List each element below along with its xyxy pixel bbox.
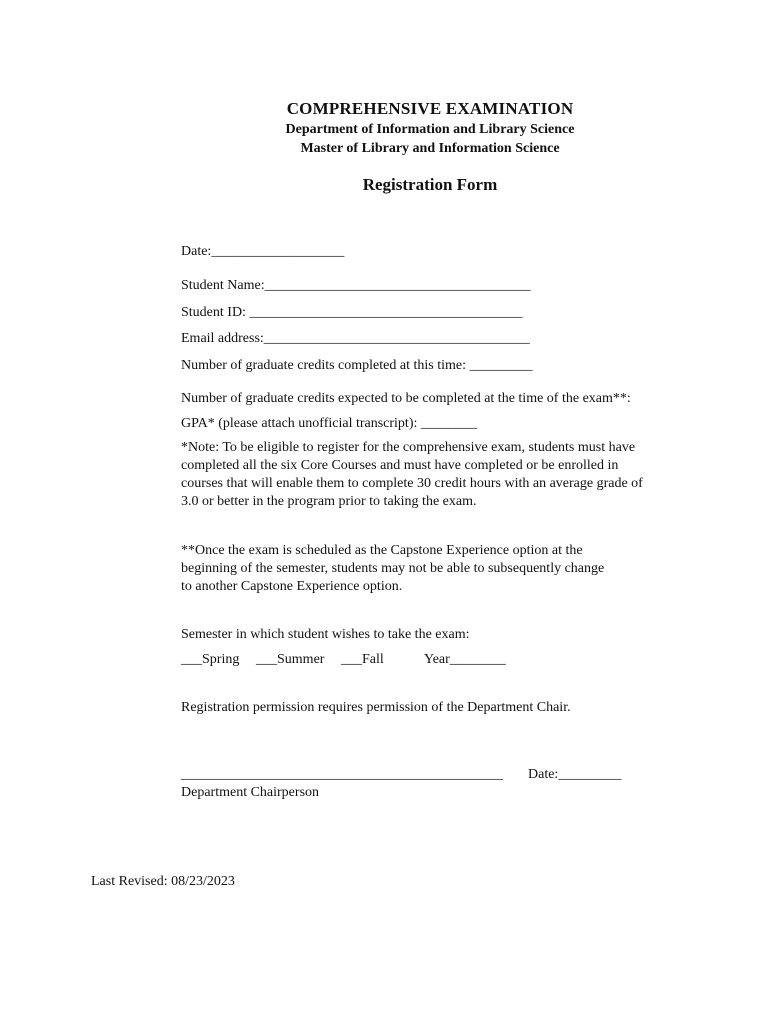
- last-revised: Last Revised: 08/23/2023: [91, 874, 235, 889]
- student-id-field[interactable]: Student ID: _______________________________________: [181, 305, 523, 320]
- capstone-note: [181, 542, 691, 596]
- capstone-note-line: to another Capstone Experience option.: [181, 579, 403, 594]
- credits-expected-field[interactable]: Number of graduate credits expected to be completed at the time of the exam**:: [181, 391, 631, 406]
- semester-year-field[interactable]: Year________: [424, 652, 506, 667]
- form-title: Registration Form: [362, 175, 498, 194]
- email-field[interactable]: Email address:______________________________________: [181, 331, 530, 346]
- capstone-note-line: beginning of the semester, students may not be able to subsequently change: [181, 561, 605, 576]
- student-name-field[interactable]: Student Name:______________________________________: [181, 278, 531, 293]
- signature-label: Department Chairperson: [181, 785, 320, 800]
- date-field[interactable]: Date:___________________: [181, 244, 345, 259]
- credits-completed-field[interactable]: Number of graduate credits completed at this time: _________: [181, 358, 533, 373]
- eligibility-note-line: 3.0 or better in the program prior to taking the exam.: [181, 494, 477, 509]
- exam-title: COMPREHENSIVE EXAMINATION: [286, 99, 574, 118]
- capstone-note-line: **Once the exam is scheduled as the Capstone Experience option at the: [181, 543, 583, 558]
- signature-line[interactable]: ______________________________________________: [181, 767, 503, 782]
- eligibility-note-line: completed all the six Core Courses and must have completed or be enrolled in: [181, 458, 619, 473]
- semester-summer-option[interactable]: ___Summer: [256, 652, 325, 667]
- eligibility-note-line: courses that will enable them to complete 30 credit hours with an average grade of: [181, 476, 643, 491]
- signature-date-field[interactable]: Date:_________: [528, 767, 622, 782]
- gpa-field[interactable]: GPA* (please attach unofficial transcript): ________: [181, 416, 477, 431]
- department-name: Department of Information and Library Science: [285, 122, 575, 137]
- eligibility-note-line: *Note: To be eligible to register for the comprehensive exam, students must have: [181, 440, 636, 455]
- semester-spring-option[interactable]: ___Spring: [181, 652, 240, 667]
- semester-prompt: Semester in which student wishes to take the exam:: [181, 627, 470, 642]
- semester-fall-option[interactable]: ___Fall: [341, 652, 384, 667]
- permission-text: Registration permission requires permission of the Department Chair.: [181, 700, 571, 715]
- program-name: Master of Library and Information Science: [300, 141, 560, 156]
- eligibility-note: [181, 439, 691, 511]
